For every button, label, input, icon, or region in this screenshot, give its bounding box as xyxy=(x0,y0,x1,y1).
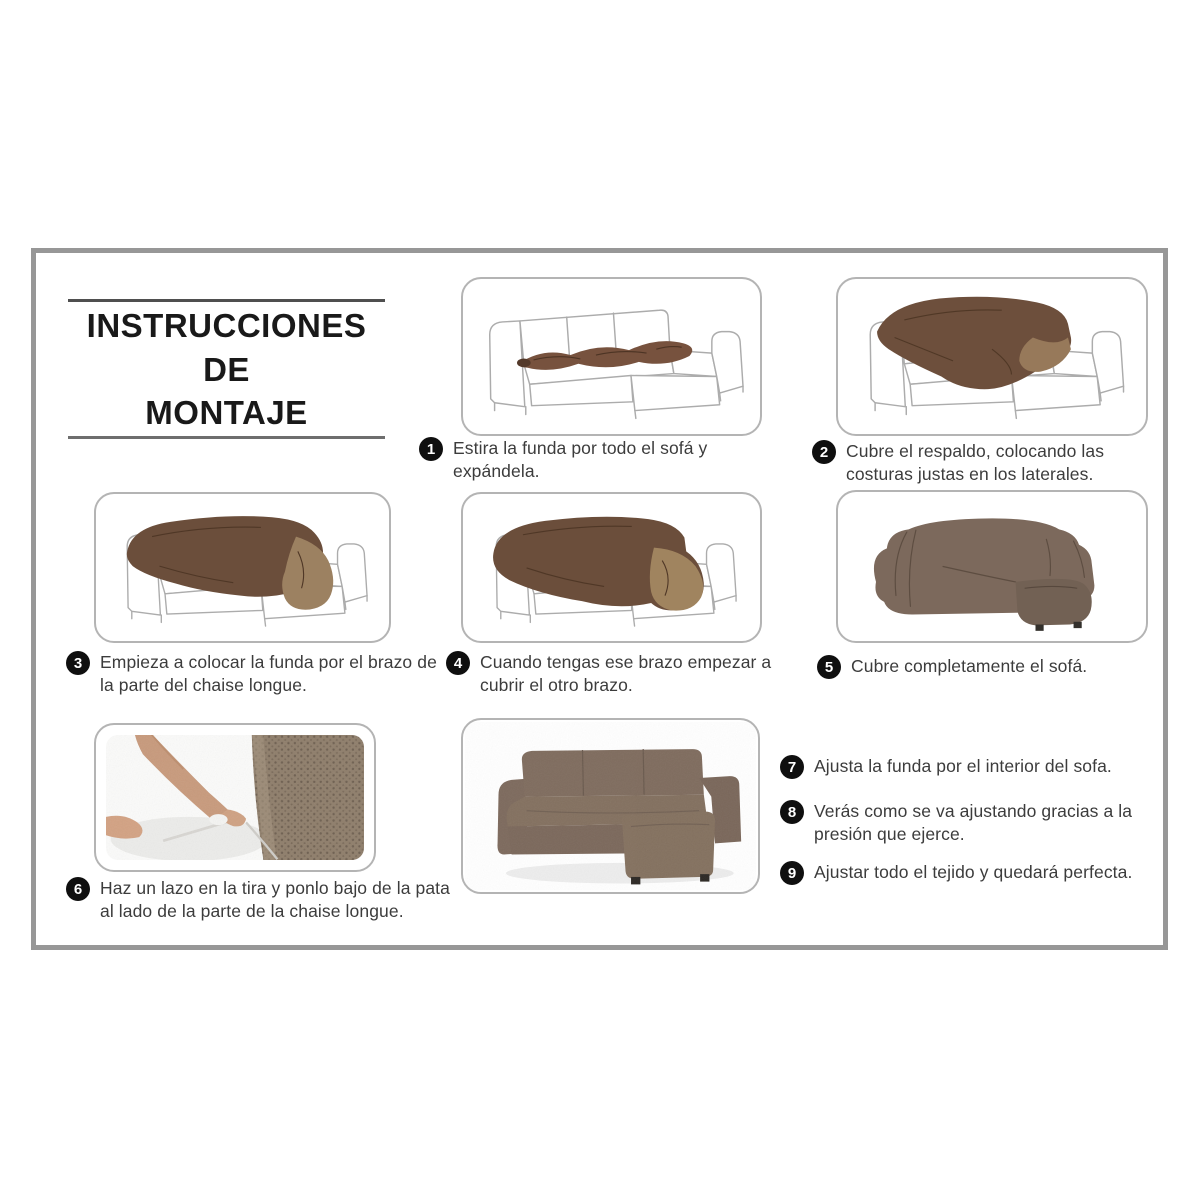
hands-tying-strap-photo xyxy=(106,735,364,860)
step-2-number-badge: 2 xyxy=(812,440,836,464)
step-9-number-badge: 9 xyxy=(780,861,804,885)
page-title-line2: DE xyxy=(203,351,250,388)
step-4-text: Cuando tengas ese brazo empezar a cubrir el otro brazo. xyxy=(480,652,772,695)
step-6-number-badge: 6 xyxy=(66,877,90,901)
step-5-text: Cubre completamente el sofá. xyxy=(851,656,1088,676)
step-6-caption xyxy=(66,877,458,923)
step-1-caption xyxy=(419,437,779,483)
sofa-outline-cover-on-seat-icon xyxy=(465,281,758,432)
step-4-caption xyxy=(446,651,791,697)
illustration-panel-step-4 xyxy=(461,492,762,643)
step-7-text: Ajusta la funda por el interior del sofa. xyxy=(814,756,1112,776)
step-2-text: Cubre el respaldo, colocando las costuras justas en los laterales. xyxy=(846,441,1105,484)
page-title-line1: INSTRUCCIONES xyxy=(86,307,367,344)
photo-panel-finished-sofa xyxy=(461,718,760,894)
step-9-caption xyxy=(780,861,1180,885)
step-9-text: Ajustar todo el tejido y quedará perfecta. xyxy=(814,862,1133,882)
step-3-number-badge: 3 xyxy=(66,651,90,675)
step-7-number-badge: 7 xyxy=(780,755,804,779)
page-title-line3: MONTAJE xyxy=(145,394,308,431)
step-3-caption xyxy=(66,651,448,697)
sofa-fully-covered-icon xyxy=(840,494,1144,639)
sofa-outline-cover-partial-chaise-icon xyxy=(98,496,387,639)
illustration-panel-step-5 xyxy=(836,490,1148,643)
title-rule-bottom xyxy=(68,436,385,439)
step-6-text: Haz un lazo en la tira y ponlo bajo de la pata al lado de la parte de la chaise longue. xyxy=(100,878,450,921)
step-1-number-badge: 1 xyxy=(419,437,443,461)
illustration-panel-step-2 xyxy=(836,277,1148,436)
step-8-number-badge: 8 xyxy=(780,800,804,824)
step-8-text: Verás como se va ajustando gracias a la presión que ejerce. xyxy=(814,801,1133,844)
sofa-outline-cover-both-arms-icon xyxy=(465,496,758,639)
step-4-number-badge: 4 xyxy=(446,651,470,675)
step-2-caption xyxy=(812,440,1157,486)
finished-covered-sofa-photo xyxy=(465,722,756,890)
step-7-caption xyxy=(780,755,1175,779)
step-8-caption xyxy=(780,800,1148,846)
illustration-panel-step-3 xyxy=(94,492,391,643)
step-1-text: Estira la funda por todo el sofá y expándela. xyxy=(453,438,708,481)
step-5-number-badge: 5 xyxy=(817,655,841,679)
illustration-panel-step-1 xyxy=(461,277,762,436)
step-5-caption xyxy=(817,655,1157,679)
title-rule-top xyxy=(68,299,385,302)
step-3-text: Empieza a colocar la funda por el brazo de la parte del chaise longue. xyxy=(100,652,437,695)
sofa-outline-cover-over-backrest-icon xyxy=(840,281,1144,432)
photo-panel-step-6 xyxy=(94,723,376,872)
